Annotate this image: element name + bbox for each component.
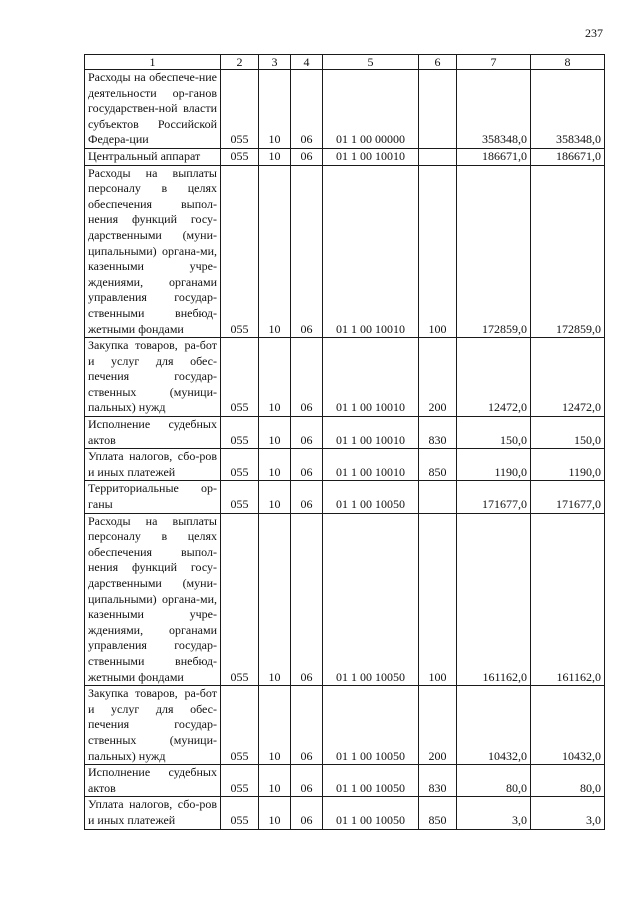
ministry-code: 055 [221, 513, 259, 686]
amount-year-1: 171677,0 [457, 481, 531, 513]
amount-year-2: 172859,0 [531, 165, 605, 338]
column-header: 5 [323, 55, 419, 70]
expense-type-code: 830 [419, 765, 457, 797]
amount-year-2: 358348,0 [531, 70, 605, 149]
amount-year-2: 3,0 [531, 797, 605, 829]
amount-year-2: 10432,0 [531, 686, 605, 765]
amount-year-2: 1190,0 [531, 449, 605, 481]
expense-name: Закупка товаров, ра-бот и услуг для обес-печения государ-ственных (муници-пальных) нужд [85, 338, 221, 417]
expense-type-code: 200 [419, 686, 457, 765]
subsection-code: 06 [291, 797, 323, 829]
target-article-code: 01 1 00 10050 [323, 765, 419, 797]
amount-year-2: 161162,0 [531, 513, 605, 686]
expense-name: Закупка товаров, ра-бот и услуг для обес-печения государ-ственных (муници-пальных) нужд [85, 686, 221, 765]
ministry-code: 055 [221, 417, 259, 449]
amount-year-2: 150,0 [531, 417, 605, 449]
section-code: 10 [259, 417, 291, 449]
amount-year-1: 12472,0 [457, 338, 531, 417]
section-code: 10 [259, 70, 291, 149]
expense-name: Территориальные ор-ганы [85, 481, 221, 513]
section-code: 10 [259, 513, 291, 686]
expense-name: Расходы на обеспече-ние деятельности ор-ганов государствен-ной власти субъектов Российской Федера-ции [85, 70, 221, 149]
section-code: 10 [259, 449, 291, 481]
expense-type-code: 200 [419, 338, 457, 417]
ministry-code: 055 [221, 148, 259, 165]
column-header: 1 [85, 55, 221, 70]
subsection-code: 06 [291, 165, 323, 338]
ministry-code: 055 [221, 797, 259, 829]
expense-name: Расходы на выплаты персоналу в целях обеспечения выпол-нения функций госу-дарственными (муни-ципальными) органа-ми, казенными учре-ждениями, органами управления государ-ственными внебюд-жетными фондами [85, 513, 221, 686]
target-article-code: 01 1 00 10010 [323, 338, 419, 417]
table-row [85, 148, 605, 165]
table-row [85, 481, 605, 513]
amount-year-2: 80,0 [531, 765, 605, 797]
amount-year-1: 3,0 [457, 797, 531, 829]
target-article-code: 01 1 00 00000 [323, 70, 419, 149]
subsection-code: 06 [291, 417, 323, 449]
ministry-code: 055 [221, 165, 259, 338]
subsection-code: 06 [291, 338, 323, 417]
target-article-code: 01 1 00 10010 [323, 417, 419, 449]
ministry-code: 055 [221, 338, 259, 417]
section-code: 10 [259, 148, 291, 165]
ministry-code: 055 [221, 70, 259, 149]
expense-type-code: 100 [419, 165, 457, 338]
amount-year-1: 358348,0 [457, 70, 531, 149]
section-code: 10 [259, 686, 291, 765]
subsection-code: 06 [291, 481, 323, 513]
table-row [85, 686, 605, 765]
table-row [85, 449, 605, 481]
expense-type-code [419, 70, 457, 149]
section-code: 10 [259, 165, 291, 338]
ministry-code: 055 [221, 765, 259, 797]
expense-type-code: 830 [419, 417, 457, 449]
budget-table [84, 54, 605, 830]
expense-type-code [419, 481, 457, 513]
column-header: 7 [457, 55, 531, 70]
table-row [85, 70, 605, 149]
amount-year-1: 150,0 [457, 417, 531, 449]
expense-type-code: 850 [419, 449, 457, 481]
table-row [85, 797, 605, 829]
target-article-code: 01 1 00 10050 [323, 513, 419, 686]
expense-type-code: 850 [419, 797, 457, 829]
target-article-code: 01 1 00 10010 [323, 449, 419, 481]
amount-year-2: 12472,0 [531, 338, 605, 417]
section-code: 10 [259, 765, 291, 797]
ministry-code: 055 [221, 686, 259, 765]
expense-name: Расходы на выплаты персоналу в целях обеспечения выпол-нения функций госу-дарственными (муни-ципальными) органа-ми, казенными учре-ждениями, органами управления государ-ственными внебюд-жетными фондами [85, 165, 221, 338]
section-code: 10 [259, 481, 291, 513]
expense-name: Уплата налогов, сбо-ров и иных платежей [85, 797, 221, 829]
target-article-code: 01 1 00 10010 [323, 165, 419, 338]
column-header: 6 [419, 55, 457, 70]
target-article-code: 01 1 00 10010 [323, 148, 419, 165]
expense-name: Центральный аппарат [85, 148, 221, 165]
amount-year-1: 172859,0 [457, 165, 531, 338]
column-header: 8 [531, 55, 605, 70]
subsection-code: 06 [291, 513, 323, 686]
expense-name: Уплата налогов, сбо-ров и иных платежей [85, 449, 221, 481]
amount-year-2: 186671,0 [531, 148, 605, 165]
table-row [85, 765, 605, 797]
subsection-code: 06 [291, 765, 323, 797]
amount-year-1: 10432,0 [457, 686, 531, 765]
expense-name: Исполнение судебных актов [85, 417, 221, 449]
ministry-code: 055 [221, 449, 259, 481]
subsection-code: 06 [291, 70, 323, 149]
ministry-code: 055 [221, 481, 259, 513]
amount-year-1: 186671,0 [457, 148, 531, 165]
amount-year-1: 1190,0 [457, 449, 531, 481]
subsection-code: 06 [291, 686, 323, 765]
target-article-code: 01 1 00 10050 [323, 797, 419, 829]
section-code: 10 [259, 797, 291, 829]
amount-year-1: 161162,0 [457, 513, 531, 686]
subsection-code: 06 [291, 148, 323, 165]
column-header: 2 [221, 55, 259, 70]
subsection-code: 06 [291, 449, 323, 481]
target-article-code: 01 1 00 10050 [323, 481, 419, 513]
table-row [85, 165, 605, 338]
expense-type-code: 100 [419, 513, 457, 686]
column-header: 4 [291, 55, 323, 70]
column-header: 3 [259, 55, 291, 70]
target-article-code: 01 1 00 10050 [323, 686, 419, 765]
amount-year-2: 171677,0 [531, 481, 605, 513]
amount-year-1: 80,0 [457, 765, 531, 797]
section-code: 10 [259, 338, 291, 417]
table-row [85, 513, 605, 686]
table-row [85, 417, 605, 449]
expense-name: Исполнение судебных актов [85, 765, 221, 797]
table-header-row [85, 55, 605, 70]
expense-type-code [419, 148, 457, 165]
page-number: 237 [585, 26, 603, 40]
table-row [85, 338, 605, 417]
